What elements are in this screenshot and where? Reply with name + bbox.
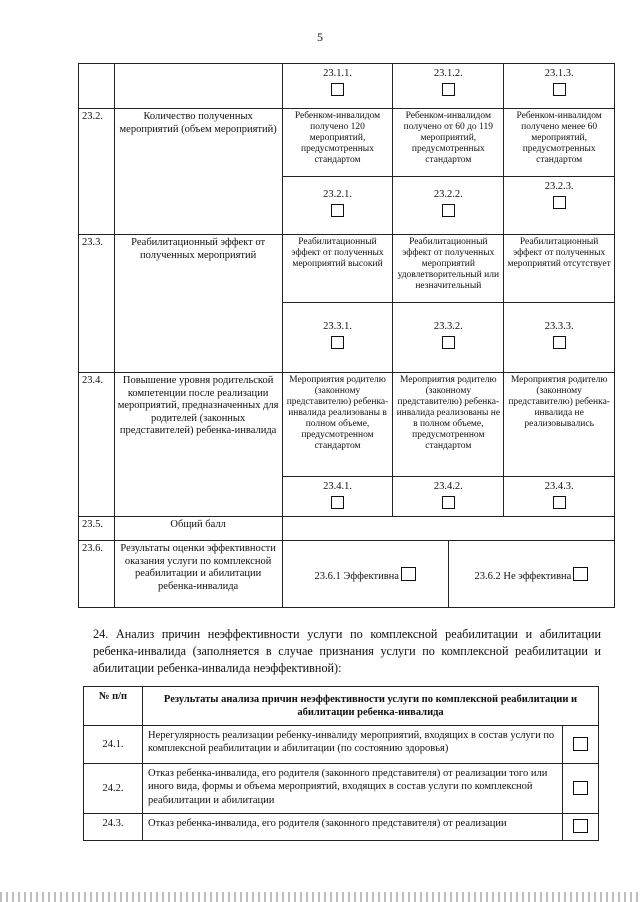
checkbox-23-1-2[interactable] — [442, 83, 455, 96]
indicator-label: Повышение уровня родительской компетенции после реализации мероприятий, предназначенных для родителей (законных представителей) ребенка-инвалида — [114, 373, 282, 517]
checkbox-23-3-2[interactable] — [442, 336, 455, 349]
checkbox-24-2[interactable] — [573, 781, 588, 795]
empty-indicator-cell — [114, 64, 282, 109]
indicator-label: Общий балл — [114, 517, 282, 541]
checkbox-23-2-1[interactable] — [331, 204, 344, 217]
checkbox-23-4-3[interactable] — [553, 496, 566, 509]
checkbox-23-3-1[interactable] — [331, 336, 344, 349]
checkbox-23-3-3[interactable] — [553, 336, 566, 349]
option-text: Мероприятия родителю (законному представителю) ребенка-инвалида не реализовывались — [504, 373, 615, 477]
option-code: 23.4.2. — [433, 481, 463, 492]
column-header-number: № п/п — [84, 687, 143, 726]
reason-text: Отказ ребенка-инвалида, его родителя (законного представителя) от реализации — [143, 814, 563, 841]
option-code: 23.4.3. — [544, 481, 574, 492]
option-text: Мероприятия родителю (законному представителю) ребенка-инвалида реализованы в полном объеме, предусмотренном стандартом — [282, 373, 393, 477]
row-number: 23.3. — [79, 235, 115, 373]
option-code: 23.1.1. — [323, 68, 352, 79]
evaluation-table-23 — [78, 63, 615, 608]
option-code: 23.3.3. — [544, 321, 574, 332]
checkbox-24-1[interactable] — [573, 737, 588, 751]
option-text: Ребенком-инвалидом получено от 60 до 119 мероприятий, предусмотренных стандартом — [393, 109, 504, 177]
option-code: 23.3.2. — [433, 321, 463, 332]
option-code: 23.2.1. — [323, 189, 352, 200]
checkbox-23-2-3[interactable] — [553, 196, 566, 209]
option-text: Реабилитационный эффект от полученных мероприятий отсутствует — [504, 235, 615, 303]
option-code: 23.4.1. — [323, 481, 352, 492]
total-score-value[interactable] — [282, 517, 614, 541]
checkbox-23-1-3[interactable] — [553, 83, 566, 96]
row-number: 24.1. — [84, 726, 143, 764]
option-text: Мероприятия родителю (законному представителю) ребенка-инвалида реализованы не в полном объеме, предусмотренном стандартом — [393, 373, 504, 477]
option-text: Реабилитационный эффект от полученных мероприятий удовлетворительный или незначительный — [393, 235, 504, 303]
row-number: 23.4. — [79, 373, 115, 517]
indicator-label: Результаты оценки эффективности оказания услуги по комплексной реабилитации и абилитации ребенка-инвалида — [114, 541, 282, 608]
row-number: 24.2. — [84, 764, 143, 814]
section-24-intro: 24. Анализ причин неэффективности услуги по комплексной реабилитации и абилитации ребенка-инвалида (заполняется в случае признания услуги по комплексной реабилитации и абилитации ребенка-инвалида неэффективной): — [93, 627, 601, 675]
row-number: 23.5. — [79, 517, 115, 541]
column-header-results: Результаты анализа причин неэффективности услуги по комплексной реабилитации и абилитации ребенка-инвалида — [143, 687, 599, 726]
checkbox-23-4-1[interactable] — [331, 496, 344, 509]
reasons-table-24 — [83, 686, 599, 841]
option-code: 23.1.2. — [433, 68, 463, 79]
option-text: Реабилитационный эффект от полученных мероприятий высокий — [282, 235, 393, 303]
reason-text: Отказ ребенка-инвалида, его родителя (законного представителя) от реализации того или иного вида, формы и объема мероприятий, входящих в состав услуги по комплексной реабилитации и абилитации — [143, 764, 563, 814]
row-number: 23.2. — [79, 109, 115, 235]
row-number: 24.3. — [84, 814, 143, 841]
checkbox-23-4-2[interactable] — [442, 496, 455, 509]
indicator-label: Реабилитационный эффект от полученных мероприятий — [114, 235, 282, 373]
row-number: 23.6. — [79, 541, 115, 608]
checkbox-23-1-1[interactable] — [331, 83, 344, 96]
checkbox-23-2-2[interactable] — [442, 204, 455, 217]
checkbox-24-3[interactable] — [573, 819, 588, 833]
option-text: Ребенком-инвалидом получено менее 60 мероприятий, предусмотренных стандартом — [504, 109, 615, 177]
page-number: 5 — [317, 30, 323, 44]
scan-edge-artifact — [0, 892, 640, 902]
option-code: 23.3.1. — [323, 321, 352, 332]
not-effective-label: 23.6.2 Не эффективна — [474, 570, 572, 582]
option-code: 23.2.2. — [433, 189, 463, 200]
option-code: 23.2.3. — [544, 181, 574, 192]
reason-text: Нерегулярность реализации ребенку-инвалиду мероприятий, входящих в состав услуги по комплексной реабилитации и абилитации (по состоянию здоровья) — [143, 726, 563, 764]
option-code: 23.1.3. — [544, 68, 574, 79]
checkbox-effective[interactable] — [401, 567, 416, 581]
effective-label: 23.6.1 Эффективна — [314, 570, 399, 582]
option-text: Ребенком-инвалидом получено 120 мероприятий, предусмотренных стандартом — [282, 109, 393, 177]
empty-num-cell — [79, 64, 115, 109]
indicator-label: Количество полученных мероприятий (объем мероприятий) — [114, 109, 282, 235]
checkbox-not-effective[interactable] — [573, 567, 588, 581]
